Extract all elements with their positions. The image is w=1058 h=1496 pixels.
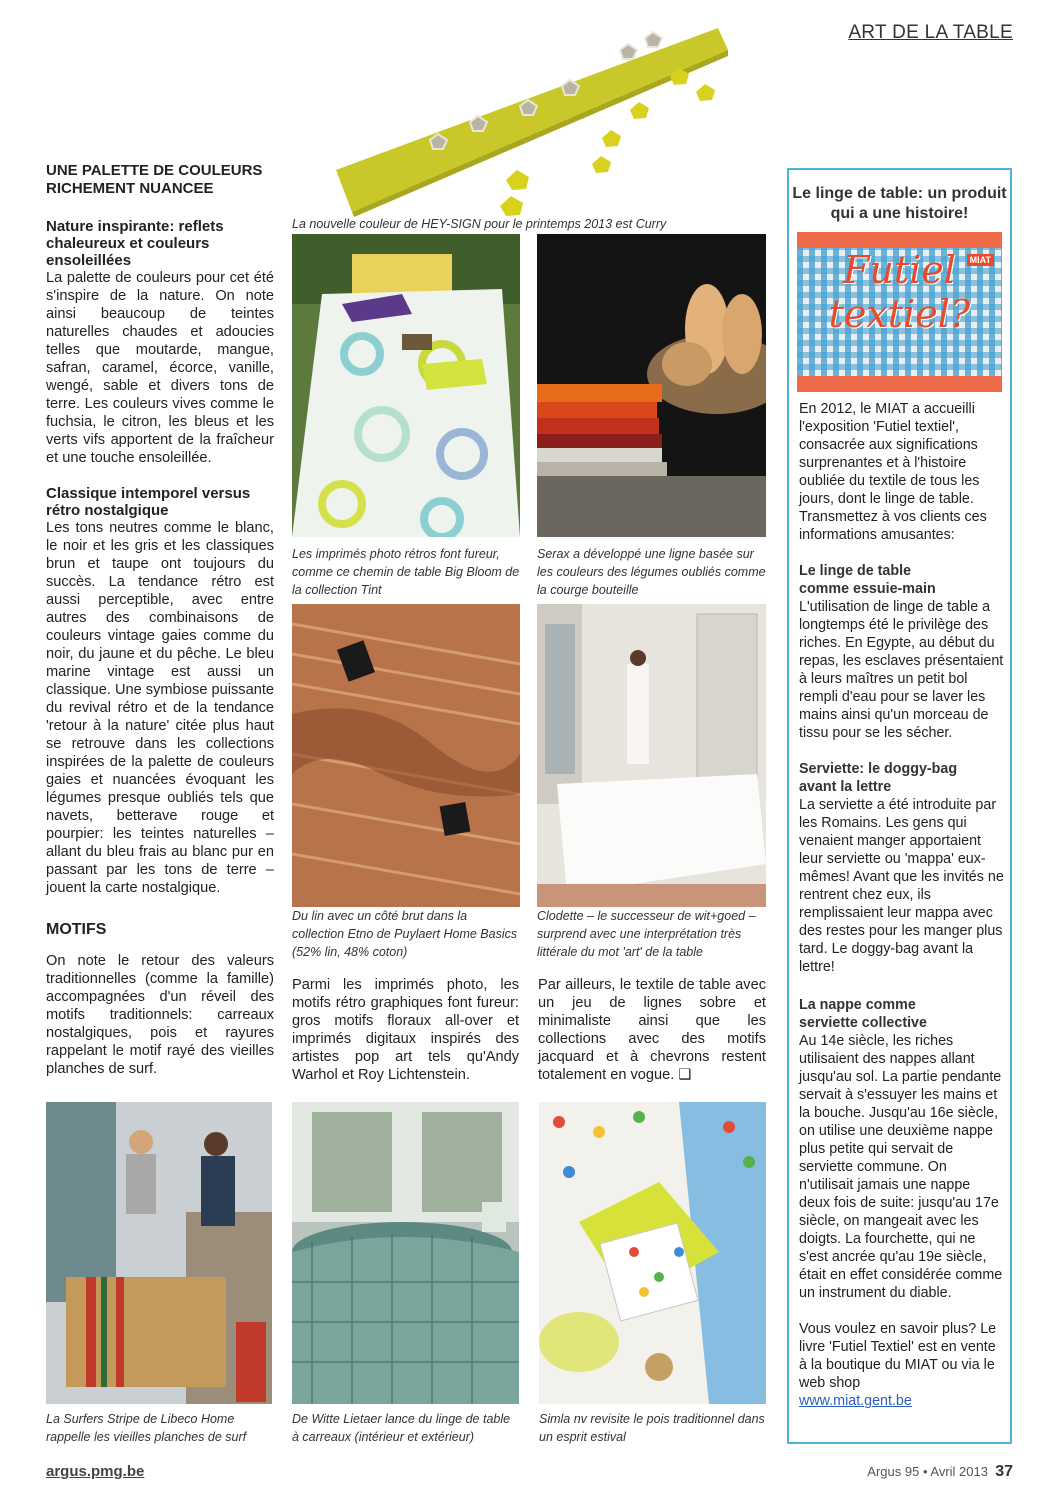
- footer-issue: [867, 1463, 1013, 1481]
- caption-surfers: La Surfers Stripe de Libeco Home rappelle les vieilles planches de surf: [46, 1412, 247, 1444]
- paragraph-classique: Les tons neutres comme le blanc, le noir et les gris et les classiques brun et taupe ont toujours du succès. La tendance rétro est aussi perceptible, avec entre autres des combinaisons de couleurs vintage gaies comme du noir, du jaune et du pêche. Le bleu marine vintage est aussi un classique. Une symbiose puissante du revival rétro et de la tendance 'retour à la nature' citée plus haut se retrouve dans les collections inspirées de la palette de couleurs gaies et nuancées évoquant les légumes presque oubliés tels que navets, betterave rouge et pourpier: les teintes naturelles – allant du bleu frais au blanc pur en passant par les tons de terre – jouent la carte nostalgique.: [46, 520, 274, 896]
- serax-photo: [537, 234, 766, 537]
- column-1: [46, 218, 274, 1078]
- surfers-photo: [46, 1102, 272, 1404]
- caption-clodette: Clodette – le successeur de wit+goed – surprend avec une interprétation très littérale du mot 'art' de la table: [537, 909, 756, 959]
- caption-simla: Simla nv revisite le pois traditionnel dans un esprit estival: [539, 1412, 765, 1444]
- sidebar-heading-essuie-main: Le linge de table comme essuie-main: [799, 563, 936, 597]
- simla-photo: [539, 1102, 766, 1404]
- paragraph-motifs: On note le retour des valeurs traditionnelles (comme la famille) accompagnées d'un réveil des motifs traditionnels: carreaux nostalgiques, pois et rayures rappelant le motif rayé des vieilles planches de surf.: [46, 953, 274, 1077]
- linen-photo: [292, 604, 520, 907]
- paragraph-textile: Par ailleurs, le textile de table avec un jeu de lignes sobre et minimaliste ainsi que les collections avec des motifs jacquard et à chevrons restent totalement en vogue. ❑: [538, 977, 766, 1083]
- clodette-photo: [537, 604, 766, 907]
- big-bloom-photo: [292, 234, 520, 537]
- sidebar-heading-serviette: Serviette: le doggy-bag avant la lettre: [799, 761, 958, 795]
- article-title: UNE PALETTE DE COULEURS RICHEMENT NUANCEE: [46, 162, 263, 197]
- sidebar-intro: En 2012, le MIAT a accueilli l'exposition 'Futiel textiel', consacrée aux significations surprenantes et à l'histoire oubliée du textile de tous les jours, dont le linge de table. Transmettez à vos clients ces informations amusantes:: [799, 401, 987, 543]
- subheading-nature: Nature inspirante: reflets chaleureux et couleurs ensoleillées: [46, 218, 224, 269]
- paragraph-imprimes: Parmi les imprimés photo, les motifs rétro graphiques font fureur: gros motifs floraux all-over et imprimés digitaux inspirés des artistes pop art tels qu'Andy Warhol et Roy Lichtenstein.: [292, 977, 519, 1083]
- page-number: 37: [995, 1463, 1013, 1480]
- sidebar-heading-nappe: La nappe comme serviette collective: [799, 997, 927, 1031]
- book-cover-badge: MIAT: [967, 254, 994, 266]
- futiel-textiel-book-cover: [797, 232, 1002, 392]
- miat-link[interactable]: www.miat.gent.be: [799, 1393, 912, 1409]
- caption-witte: De Witte Lietaer lance du linge de table à carreaux (intérieur et extérieur): [292, 1412, 511, 1444]
- sidebar-paragraph-more: Vous voulez en savoir plus? Le livre 'Futiel Textiel' est en vente à la boutique du MIAT ou via le web shop: [799, 1321, 997, 1391]
- book-cover-title: Futiel textiel?: [828, 248, 971, 336]
- section-tag: ART DE LA TABLE: [848, 22, 1013, 43]
- footer-site[interactable]: argus.pmg.be: [46, 1463, 145, 1480]
- subheading-motifs: MOTIFS: [46, 921, 107, 938]
- caption-linen: Du lin avec un côté brut dans la collection Etno de Puylaert Home Basics (52% lin, 48% coton): [292, 909, 518, 959]
- footer-issue-text: Argus 95 • Avril 2013: [867, 1464, 988, 1479]
- caption-bigbloom: Les imprimés photo rétros font fureur, comme ce chemin de table Big Bloom de la collection Tint: [292, 547, 520, 597]
- sidebar-box: [787, 168, 1012, 1444]
- witte-lietaer-photo: [292, 1102, 519, 1404]
- sidebar-title: Le linge de table: un produit qui a une histoire!: [792, 185, 1007, 222]
- sidebar-paragraph-serviette: La serviette a été introduite par les Romains. Les gens qui venaient manger apportaient leur serviette ou 'mappa' eux-mêmes! Avant que les invités ne rentrent chez eux, ils remplissaient leur mappa avec des restes pour les manger plus tard. Le doggy-bag avant la lettre!: [799, 797, 1004, 975]
- caption-serax: Serax a développé une ligne basée sur les couleurs des légumes oubliés comme la courge bouteille: [537, 547, 766, 597]
- table-runner-photo: [330, 20, 730, 220]
- caption-runner: La nouvelle couleur de HEY-SIGN pour le printemps 2013 est Curry: [292, 217, 667, 231]
- sidebar-paragraph-essuie-main: L'utilisation de linge de table a longtemps été le privilège des riches. En Egypte, au début du repas, les esclaves présentaient à leurs maîtres un petit bol rempli d'eau pour se laver les mains ainsi qu'un morceau de tissu pour se les sécher.: [799, 599, 1004, 741]
- sidebar-paragraph-nappe: Au 14e siècle, les riches utilisaient des nappes allant jusqu'au sol. La partie pendante servait à s'essuyer les mains et la bouche. Jusqu'au 16e siècle, on utilise une deuxième nappe plus petite qui servait de serviette commune. On n'utilisait jamais une nappe deux fois de suite: jusqu'au 17e siècle, on mangeait avec les doigts. La fourchette, qui ne s'est ancrée qu'au 19e siècle, était en effet considérée comme un instrument du diable.: [799, 1033, 1003, 1301]
- subheading-classique: Classique intemporel versus rétro nostalgique: [46, 485, 251, 519]
- paragraph-nature: La palette de couleurs pour cet été s'inspire de la nature. On note ainsi beaucoup de teintes naturelles chaudes et adoucies telles que moutarde, mangue, safran, caramel, écorce, vanille, wengé, sable et divers tons de terre. Les couleurs vives comme le fuchsia, le citron, les bleus et les verts vifs apportent de la fraîcheur et une touche ensoleillée.: [46, 270, 274, 466]
